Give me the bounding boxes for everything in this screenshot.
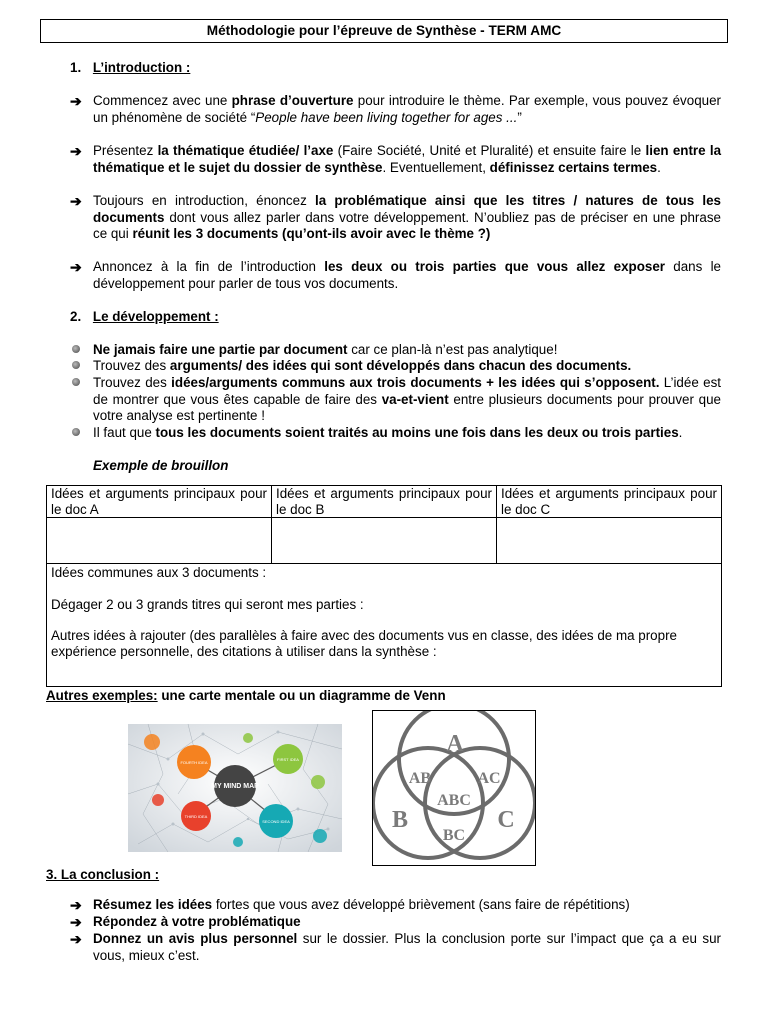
venn-diagram-box bbox=[372, 710, 536, 866]
table-cell-common[interactable] bbox=[47, 564, 722, 687]
mind-map-image bbox=[128, 724, 342, 852]
intro-item-2: Présentez la thématique étudiée/ l’axe (Faire Société, Unité et Pluralité) et ensuite faire le lien entre la thématique et le sujet du dossier de synthèse. Eventuellement, définissez certains termes. bbox=[93, 143, 722, 175]
table-row bbox=[47, 564, 722, 687]
dev-item-1: Ne jamais faire une partie par document car ce plan-là n’est pas analytique! bbox=[93, 342, 558, 357]
intro-heading bbox=[70, 60, 190, 77]
dev-title: Le développement : bbox=[92, 309, 219, 324]
mind-map-center-label: MY MIND MAP bbox=[211, 783, 259, 790]
arrow-icon: ➔ bbox=[70, 931, 82, 947]
venn-label-ac: AC bbox=[477, 770, 501, 787]
table-row bbox=[47, 486, 722, 518]
table-row bbox=[47, 518, 722, 564]
arrow-icon: ➔ bbox=[70, 259, 82, 275]
titles-label: Dégager 2 ou 3 grands titres qui seront mes parties : bbox=[51, 596, 364, 612]
bullet-icon bbox=[70, 358, 82, 370]
table-header-doc-b: Idées et arguments principaux pour le doc B bbox=[272, 486, 497, 518]
venn-label-b: B bbox=[391, 807, 409, 833]
intro-item-1: Commencez avec une phrase d’ouverture pour introduire le thème. Par exemple, vous pouvez évoquer un phénomène de société “People have been living together for ages ...” bbox=[93, 93, 721, 125]
dev-item-3: Trouvez des idées/arguments communs aux trois documents + les idées qui s’opposent. L’idée est de montrer que vous êtes capable de faire des va-et-vient entre plusieurs documents pour prouver que votre analyse est pertinente ! bbox=[93, 375, 722, 423]
mind-map-node-label: FIRST IDEA bbox=[277, 757, 299, 762]
table-header-doc-c: Idées et arguments principaux pour le doc C bbox=[497, 486, 722, 518]
conclusion-item-1: Résumez les idées fortes que vous avez développé brièvement (sans faire de répétitions) bbox=[93, 897, 630, 912]
dev-heading bbox=[70, 309, 219, 326]
example-heading: Exemple de brouillon bbox=[93, 458, 229, 473]
dev-item-4: Il faut que tous les documents soient traités au moins une fois dans les deux ou trois parties. bbox=[93, 425, 683, 440]
dev-item-2: Trouvez des arguments/ des idées qui sont développés dans chacun des documents. bbox=[93, 358, 632, 373]
venn-label-abc: ABC bbox=[437, 792, 471, 809]
bullet-icon bbox=[70, 425, 82, 437]
venn-label-bc: BC bbox=[442, 827, 466, 844]
intro-item-4: Annoncez à la fin de l’introduction les deux ou trois parties que vous allez exposer dans le développement pour parler de tous vos documents. bbox=[93, 259, 721, 291]
common-ideas-label: Idées communes aux 3 documents : bbox=[51, 565, 267, 580]
mind-map-graphic bbox=[128, 724, 342, 852]
bullet-icon bbox=[70, 375, 82, 387]
other-examples-line: Autres exemples: une carte mentale ou un diagramme de Venn bbox=[46, 688, 446, 703]
venn-label-ab: AB bbox=[408, 770, 432, 787]
intro-number: 1. bbox=[70, 60, 82, 75]
table-cell-doc-c[interactable] bbox=[497, 518, 722, 564]
intro-title: L’introduction : bbox=[92, 60, 191, 75]
conclusion-heading: 3. La conclusion : bbox=[46, 867, 160, 882]
arrow-icon: ➔ bbox=[70, 93, 82, 109]
venn-label-a: A bbox=[446, 731, 464, 757]
arrow-icon: ➔ bbox=[70, 143, 82, 159]
mind-map-node-label: SECOND IDEA bbox=[262, 819, 290, 824]
table-cell-doc-a[interactable] bbox=[47, 518, 272, 564]
table-header-doc-a: Idées et arguments principaux pour le doc A bbox=[47, 486, 272, 518]
conclusion-item-2: Répondez à votre problématique bbox=[93, 914, 301, 929]
conclusion-item-3: Donnez un avis plus personnel sur le dossier. Plus la conclusion porte sur l’impact que ça a eu sur vous, mieux c’est. bbox=[93, 931, 721, 963]
page-title: Méthodologie pour l’épreuve de Synthèse - TERM AMC bbox=[40, 19, 728, 43]
arrow-icon: ➔ bbox=[70, 193, 82, 209]
draft-table bbox=[46, 485, 722, 687]
arrow-icon: ➔ bbox=[70, 914, 82, 930]
intro-item-3: Toujours en introduction, énoncez la problématique ainsi que les titres / natures de tous les documents dont vous allez parler dans votre développement. N’oubliez pas de préciser en une phrase ce qui réunit les 3 documents (qu’ont-ils avoir avec le thème ?) bbox=[93, 193, 721, 241]
mind-map-node-label: THIRD IDEA bbox=[184, 814, 208, 819]
dev-number: 2. bbox=[70, 309, 82, 324]
arrow-icon: ➔ bbox=[70, 897, 82, 913]
mind-map-node-label: FOURTH IDEA bbox=[180, 760, 208, 765]
table-cell-doc-b[interactable] bbox=[272, 518, 497, 564]
bullet-icon bbox=[70, 342, 82, 354]
venn-label-c: C bbox=[497, 807, 515, 833]
venn-diagram bbox=[373, 711, 535, 865]
other-ideas-label: Autres idées à rajouter (des parallèles à faire avec des documents vus en classe, des idées de ma propre expérience personnelle, des citations à utiliser dans la synthèse : bbox=[51, 628, 677, 659]
